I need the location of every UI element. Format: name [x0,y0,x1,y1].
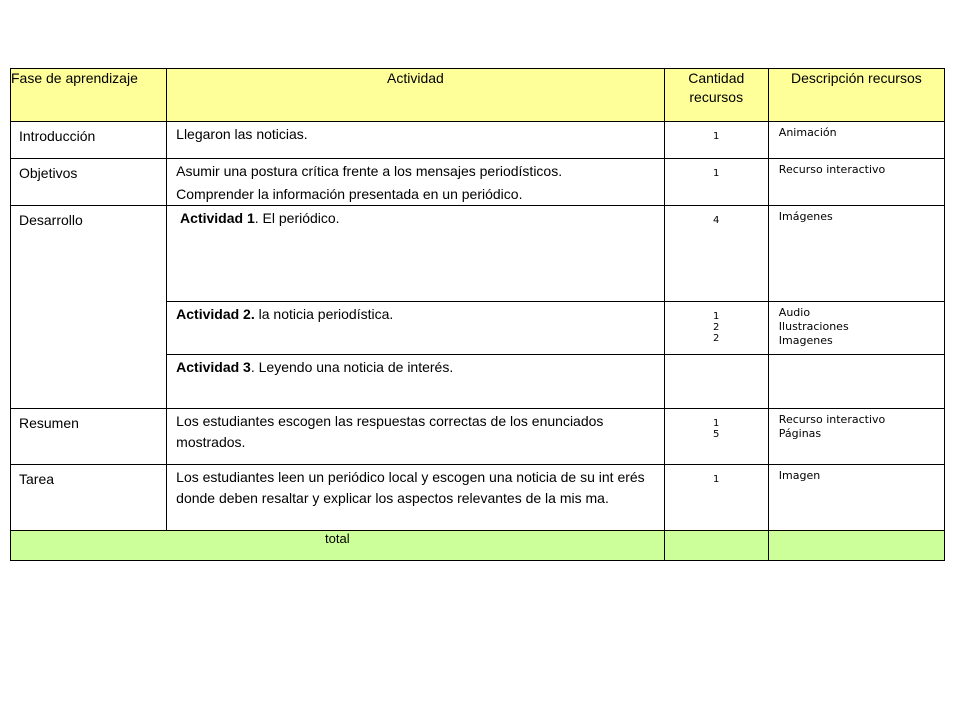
activity-label: Actividad 2. [176,306,255,322]
phase-cell: Resumen [11,409,167,465]
phase-cell: Desarrollo [11,206,167,409]
activity-text: . Leyendo una noticia de interés. [250,359,454,375]
total-label: total [11,531,665,561]
quantity-value: 5 [713,429,720,440]
description-cell: Imagen [768,465,944,531]
total-description-cell [768,531,944,561]
quantity-value: 2 [713,333,720,344]
description-value: Páginas [778,427,822,440]
activity-cell [167,355,665,409]
description-cell [768,302,944,355]
header-row [11,69,945,122]
table-row-tarea [11,465,945,531]
table-row-objetivos [11,159,945,206]
activity-text: la noticia periodística. [254,306,394,322]
header-description: Descripción recursos [768,69,944,122]
header-activity: Actividad [167,69,665,122]
quantity-cell [664,355,768,409]
activity-cell [167,206,665,302]
description-cell: Animación [768,122,944,159]
activity-line: Asumir una postura crítica frente a los mensajes periodísticos. [176,163,563,179]
header-quantity: Cantidad recursos [664,69,768,122]
table-row-resumen [11,409,945,465]
activity-cell: Los estudiantes leen un periódico local y escogen una noticia de su int erés donde deben resaltar y explicar los aspectos relevantes de la mis ma. [167,465,665,531]
quantity-value: 2 [713,322,720,333]
table-row-introduccion [11,122,945,159]
activity-label: Actividad 3 [176,359,251,375]
quantity-cell [664,409,768,465]
description-cell [768,409,944,465]
quantity-value: 1 [713,311,720,322]
quantity-cell [664,302,768,355]
activity-text: . El periódico. [254,210,340,226]
quantity-value: 1 [713,418,720,429]
phase-cell: Tarea [11,465,167,531]
activity-cell [167,302,665,355]
quantity-cell: 1 [664,465,768,531]
table-row-desarrollo-1 [11,206,945,302]
phase-cell: Objetivos [11,159,167,206]
description-cell: Recurso interactivo [768,159,944,206]
lesson-plan-table [10,68,945,561]
total-row [11,531,945,561]
activity-cell: Los estudiantes escogen las respuestas correctas de los enunciados mostrados. [167,409,665,465]
activity-cell [167,159,665,206]
description-cell [768,355,944,409]
header-phase: Fase de aprendizaje [11,69,167,122]
quantity-cell: 1 [664,159,768,206]
phase-cell: Introducción [11,122,167,159]
description-cell: Imágenes [768,206,944,302]
activity-line: Comprender la información presentada en un periódico. [176,186,523,202]
description-value: Ilustraciones [778,320,849,333]
activity-label: Actividad 1 [180,210,255,226]
description-value: Imagenes [778,334,833,347]
quantity-cell: 1 [664,122,768,159]
description-value: Recurso interactivo [778,413,886,426]
description-value: Audio [778,306,811,319]
total-quantity-cell [664,531,768,561]
quantity-cell: 4 [664,206,768,302]
activity-cell: Llegaron las noticias. [167,122,665,159]
